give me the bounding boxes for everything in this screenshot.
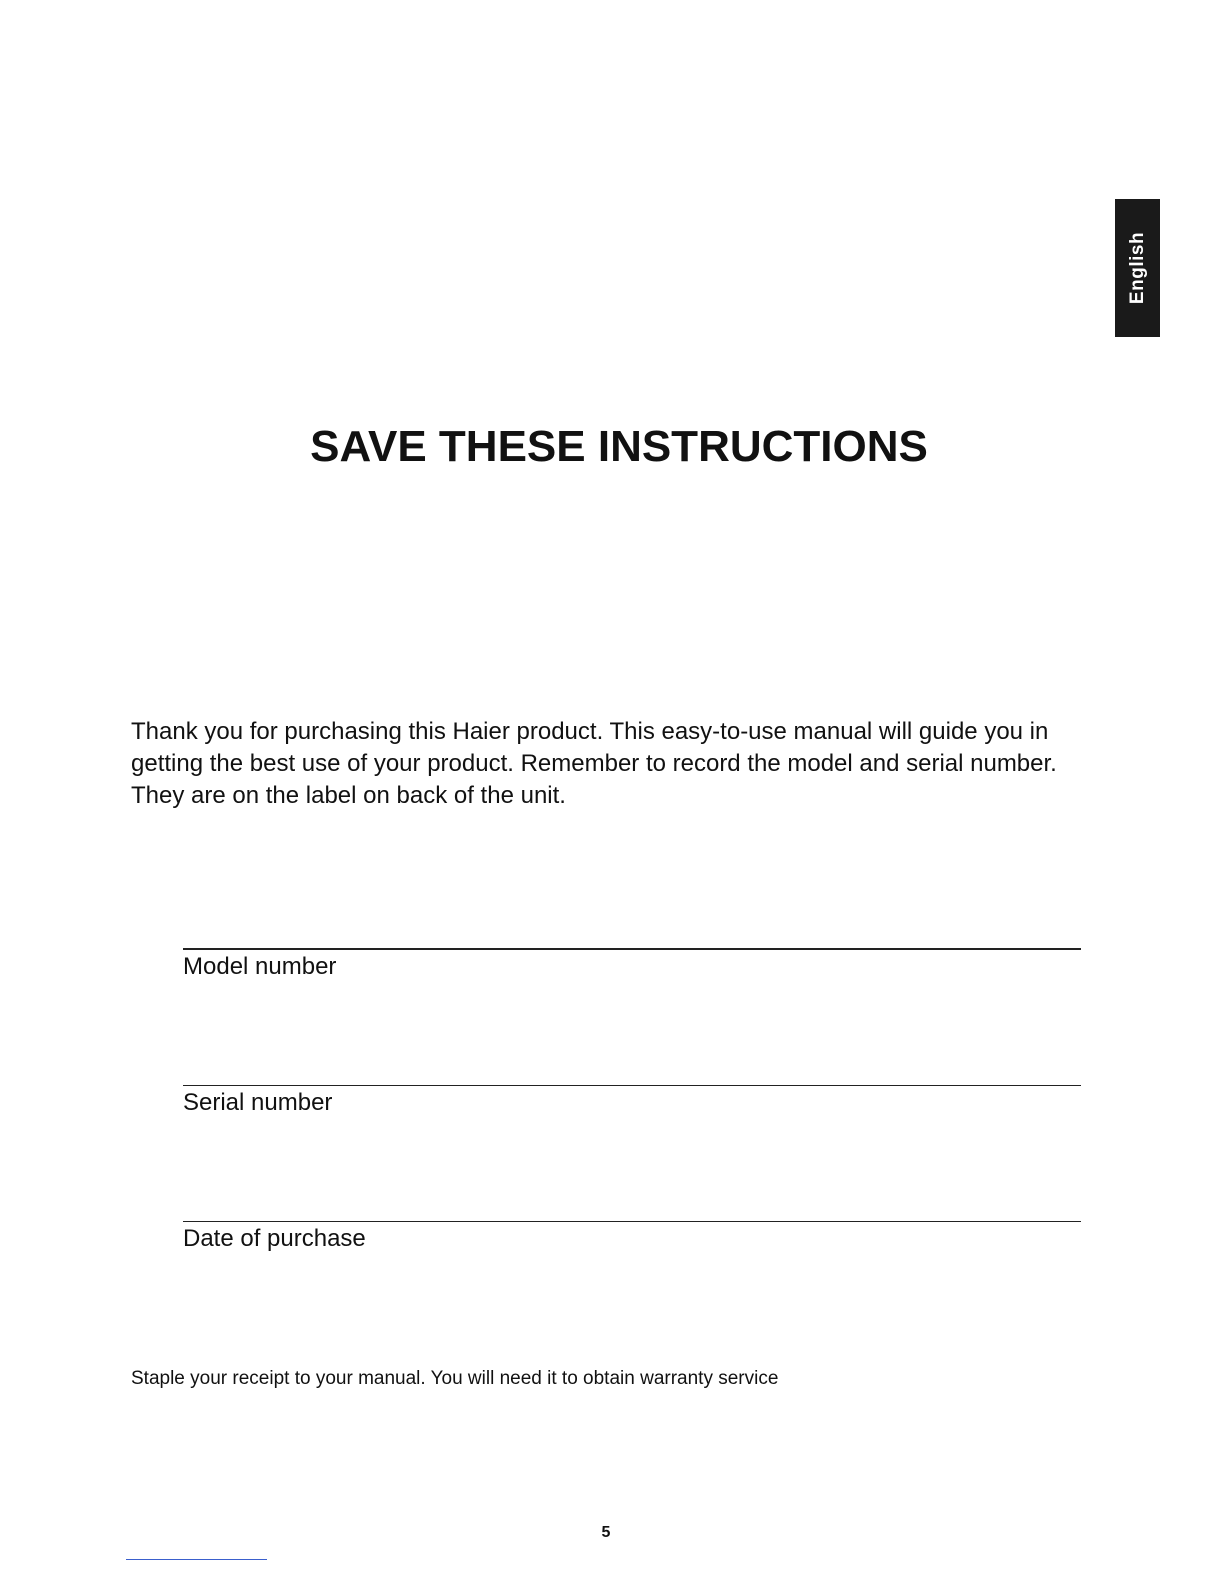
intro-line: getting the best use of your product. Remember to record the model and serial number. [131, 750, 1057, 777]
intro-line: Thank you for purchasing this Haier product. This easy-to-use manual will guide you in [131, 718, 1049, 745]
intro-paragraph [131, 716, 1101, 812]
serial-number-label: Serial number [183, 1089, 333, 1116]
language-tab [1115, 199, 1160, 337]
model-number-field[interactable] [183, 948, 1081, 982]
page-title: SAVE THESE INSTRUCTIONS [310, 422, 928, 471]
serial-number-field[interactable] [183, 1085, 1081, 1118]
serial-number-line [183, 1085, 1081, 1086]
date-of-purchase-line [183, 1221, 1081, 1222]
model-number-label: Model number [183, 953, 337, 980]
date-of-purchase-label: Date of purchase [183, 1225, 366, 1252]
model-number-line [183, 948, 1081, 950]
footer-rule [126, 1559, 267, 1560]
date-of-purchase-field[interactable] [183, 1221, 1081, 1254]
language-tab-label: English [1126, 231, 1148, 305]
page-number: 5 [601, 1524, 611, 1541]
intro-line: They are on the label on back of the unit. [131, 782, 566, 809]
receipt-note: Staple your receipt to your manual. You will need it to obtain warranty service [131, 1368, 779, 1389]
